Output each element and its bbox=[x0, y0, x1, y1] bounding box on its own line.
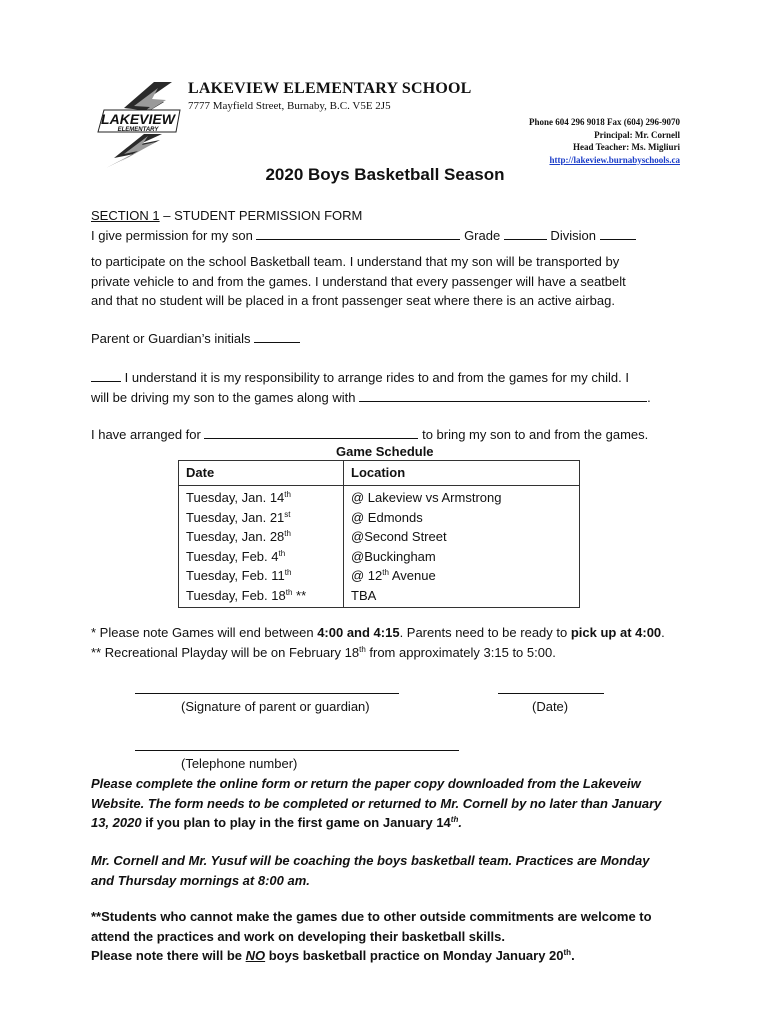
schedule-title: Game Schedule bbox=[336, 444, 434, 459]
telephone-field[interactable] bbox=[135, 750, 459, 751]
schedule-location: TBA bbox=[351, 587, 377, 603]
grade-field[interactable] bbox=[504, 227, 547, 240]
practice-note: **Students who cannot make the games due to other outside commitments are welcome to attend the practices and work on developing their basketball skills. Please note there will be NO boys basketball practice on Monday January 20th. bbox=[91, 909, 652, 963]
table-row bbox=[179, 486, 580, 608]
schedule-location: @ Lakeview vs Armstrong bbox=[351, 490, 502, 505]
playday-note: ** Recreational Playday will be on February 18th from approximately 3:15 to 5:00. bbox=[91, 645, 556, 660]
schedule-date: Tuesday, Jan. 21st bbox=[186, 509, 291, 525]
game-schedule-table bbox=[178, 460, 580, 608]
schedule-date: Tuesday, Feb. 11th bbox=[186, 568, 292, 583]
submission-instructions: Please complete the online form or return the paper copy downloaded from the Lakeveiw Website. The form needs to be completed or returned to Mr. Cornell by no later than January 13, 2020 if you plan to play in the first game on January 14th. bbox=[91, 776, 662, 830]
parent-signature-caption: (Signature of parent or guardian) bbox=[181, 699, 370, 714]
principal: Principal: Mr. Cornell bbox=[594, 129, 680, 140]
location-cells bbox=[344, 486, 580, 608]
date-caption: (Date) bbox=[532, 699, 569, 714]
initials-field[interactable] bbox=[254, 330, 300, 343]
schedule-date: Tuesday, Feb. 4th bbox=[186, 548, 286, 564]
initials-line: Parent or Guardian’s initials bbox=[91, 329, 300, 349]
date-column-header: Date bbox=[179, 461, 344, 486]
coaching-note: Mr. Cornell and Mr. Yusuf will be coaching the boys basketball team. Practices are Monday and Thursday mornings at 8:00 am. bbox=[91, 853, 650, 888]
schedule-location: @ 12th Avenue bbox=[351, 568, 436, 583]
transport-paragraph: to participate on the school Basketball team. I understand that my son will be transported by private vehicle to and from the games. I understand that every passenger will have a seatbelt and that no student will be placed in a front passenger seat where there is an active airbag. bbox=[91, 254, 626, 308]
school-website-link[interactable]: http://lakeview.burnabyschools.ca bbox=[549, 154, 680, 165]
schedule-location: @Buckingham bbox=[351, 548, 436, 564]
games-end-note: * Please note Games will end between 4:00 and 4:15. Parents need to be ready to pick up at 4:00. bbox=[91, 625, 665, 640]
rides-paragraph: I understand it is my responsibility to arrange rides to and from the games for my child. I will be driving my son to the games along with . bbox=[91, 370, 651, 405]
permission-line: I give permission for my son Grade Division bbox=[91, 226, 636, 246]
page-title: 2020 Boys Basketball Season bbox=[265, 165, 505, 184]
driving-along-with-field[interactable] bbox=[359, 389, 647, 402]
head-teacher: Head Teacher: Ms. Migliuri bbox=[573, 142, 680, 152]
division-field[interactable] bbox=[600, 227, 636, 240]
schedule-date: Tuesday, Jan. 14th bbox=[186, 490, 291, 505]
date-cells bbox=[179, 486, 344, 608]
telephone-caption: (Telephone number) bbox=[181, 756, 298, 771]
school-name: LAKEVIEW ELEMENTARY SCHOOL bbox=[188, 80, 472, 97]
schedule-date: Tuesday, Feb. 18th ** bbox=[186, 587, 307, 603]
arranged-for-field[interactable] bbox=[204, 426, 418, 439]
svg-text:LAKEVIEW: LAKEVIEW bbox=[101, 111, 175, 127]
arranged-line: I have arranged for to bring my son to and from the games. bbox=[91, 427, 649, 442]
rides-initials-field[interactable] bbox=[91, 369, 121, 382]
phone-fax: Phone 604 296 9018 Fax (604) 296-9070 bbox=[529, 117, 680, 127]
schedule-date: Tuesday, Jan. 28th bbox=[186, 529, 291, 544]
svg-text:ELEMENTARY: ELEMENTARY bbox=[117, 127, 159, 133]
schedule-location: @ Edmonds bbox=[351, 509, 423, 525]
contact-block bbox=[529, 116, 680, 166]
section-heading bbox=[91, 206, 362, 226]
schedule-location: @Second Street bbox=[351, 529, 447, 544]
section-number: SECTION 1 bbox=[91, 208, 160, 223]
date-field[interactable] bbox=[498, 693, 604, 694]
lakeview-logo bbox=[94, 80, 186, 168]
son-name-field[interactable] bbox=[256, 227, 460, 240]
section-title: – STUDENT PERMISSION FORM bbox=[159, 208, 363, 223]
parent-signature-field[interactable] bbox=[135, 693, 399, 694]
school-address: 7777 Mayfield Street, Burnaby, B.C. V5E 2J5 bbox=[188, 100, 391, 112]
table-header-row bbox=[179, 461, 580, 486]
location-column-header: Location bbox=[344, 461, 580, 486]
